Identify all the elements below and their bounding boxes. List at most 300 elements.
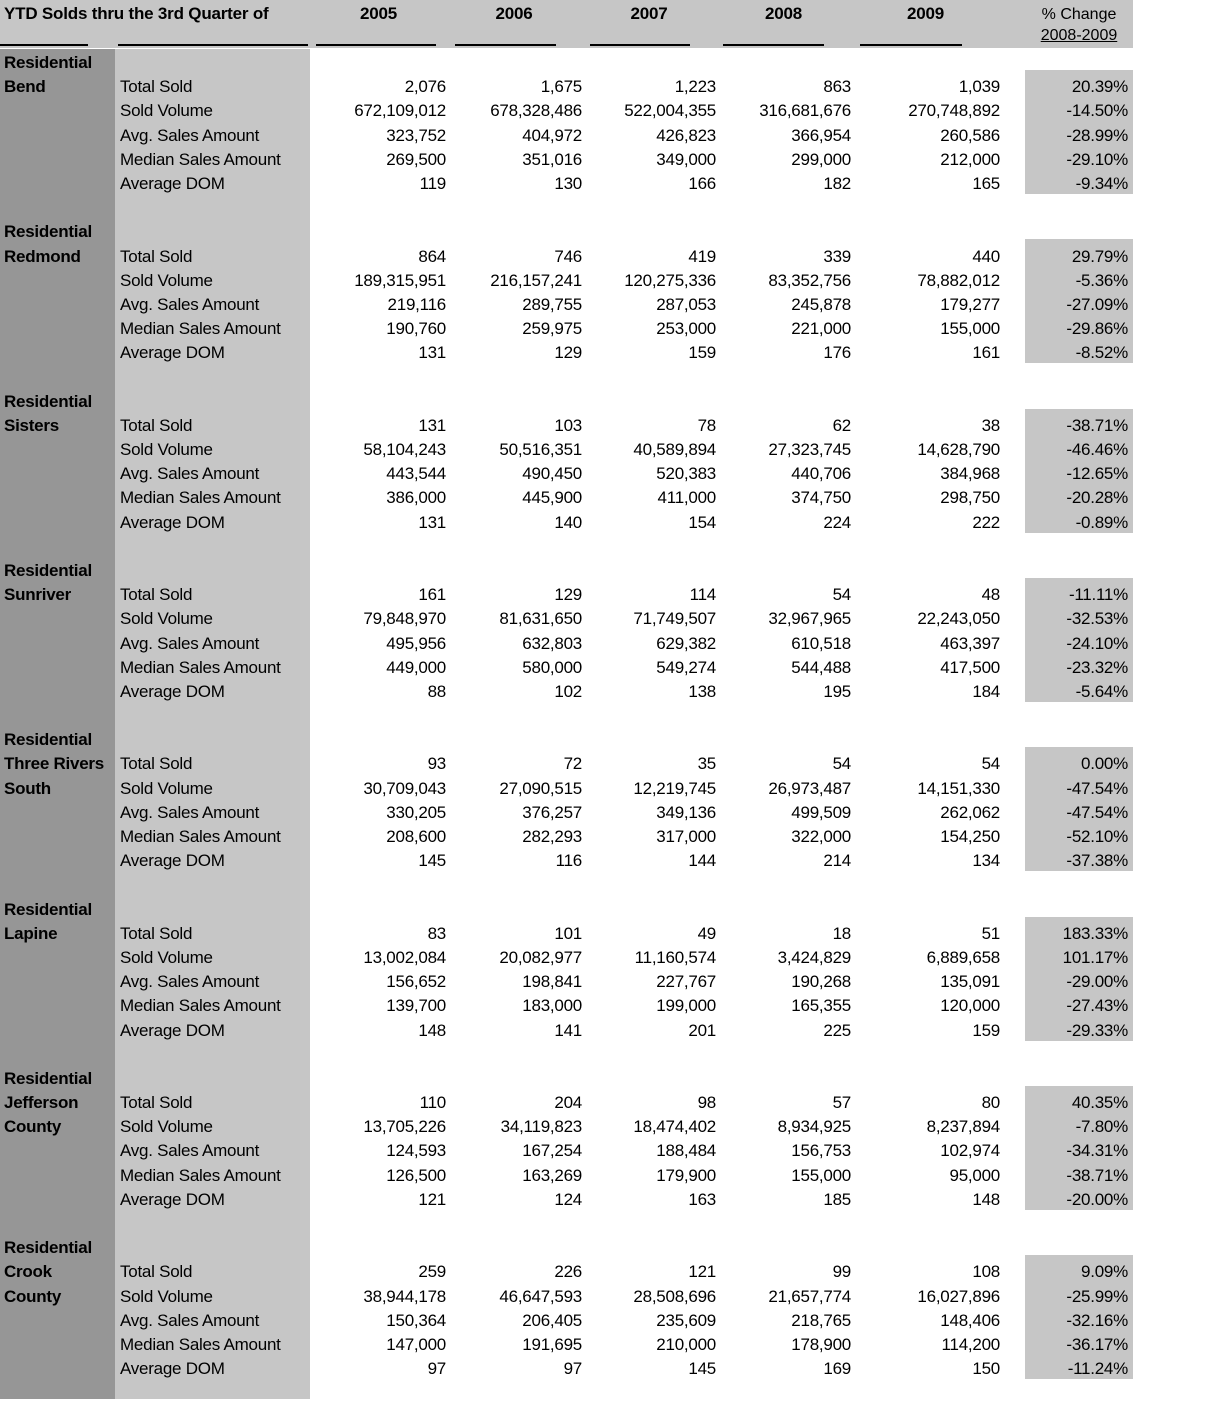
value-cell: 176 xyxy=(823,343,851,363)
value-cell: 316,681,676 xyxy=(759,101,851,121)
change-value: -8.52% xyxy=(1075,343,1128,363)
value-cell: 201 xyxy=(688,1020,716,1040)
row-label: Avg. Sales Amount xyxy=(120,125,260,145)
value-cell: 159 xyxy=(972,1020,1000,1040)
row-label: Median Sales Amount xyxy=(120,488,281,508)
value-cell: 145 xyxy=(418,851,446,871)
change-value: -11.11% xyxy=(1068,585,1128,605)
value-cell: 129 xyxy=(554,343,582,363)
percent-change-label: % Change xyxy=(1041,6,1117,23)
value-cell: 148,406 xyxy=(940,1310,1000,1330)
change-value: -24.10% xyxy=(1066,633,1128,653)
value-cell: 6,889,658 xyxy=(926,947,1000,967)
change-value: -20.28% xyxy=(1066,488,1128,508)
value-cell: 155,000 xyxy=(940,319,1000,339)
column-header-2006: 2006 xyxy=(495,4,533,23)
value-cell: 108 xyxy=(972,1262,1000,1282)
value-cell: 134 xyxy=(972,851,1000,871)
region-name-line: South xyxy=(4,778,51,798)
value-cell: 322,000 xyxy=(791,827,851,846)
region-name-line: Residential xyxy=(4,730,92,750)
value-cell: 269,500 xyxy=(386,149,446,169)
row-label: Sold Volume xyxy=(120,1286,213,1306)
value-cell: 199,000 xyxy=(656,996,716,1016)
value-cell: 62 xyxy=(832,415,851,435)
value-cell: 159 xyxy=(688,343,716,363)
change-value: 29.79% xyxy=(1071,246,1128,266)
value-cell: 221,000 xyxy=(791,319,851,339)
change-value: -29.00% xyxy=(1066,972,1128,992)
value-cell: 48 xyxy=(981,585,1000,605)
value-cell: 54 xyxy=(832,754,851,774)
value-cell: 135,091 xyxy=(940,972,1000,992)
value-cell: 289,755 xyxy=(522,294,582,314)
change-value: -29.10% xyxy=(1066,149,1128,169)
value-cell: 93 xyxy=(427,754,446,774)
region-name-line: Residential xyxy=(4,391,92,411)
value-cell: 298,750 xyxy=(940,488,1000,508)
change-value: -7.80% xyxy=(1075,1117,1128,1137)
value-cell: 140 xyxy=(554,512,582,532)
value-cell: 520,383 xyxy=(656,464,716,484)
value-cell: 51 xyxy=(981,923,1000,943)
change-value: -36.17% xyxy=(1066,1334,1128,1354)
value-cell: 148 xyxy=(972,1189,1000,1209)
value-cell: 386,000 xyxy=(386,488,446,508)
value-cell: 463,397 xyxy=(940,633,1000,653)
change-value: 40.35% xyxy=(1071,1093,1128,1112)
region-name-line: Bend xyxy=(4,77,46,97)
value-cell: 72 xyxy=(563,754,582,774)
value-cell: 154 xyxy=(688,512,716,532)
value-cell: 3,424,829 xyxy=(777,947,851,967)
value-cell: 38,944,178 xyxy=(363,1286,446,1306)
value-cell: 417,500 xyxy=(940,657,1000,677)
region-name-line: Jefferson xyxy=(4,1093,79,1112)
value-cell: 226 xyxy=(554,1262,582,1282)
value-cell: 212,000 xyxy=(940,149,1000,169)
value-cell: 139,700 xyxy=(386,996,446,1016)
row-label: Average DOM xyxy=(120,174,225,193)
change-value: 183.33% xyxy=(1062,923,1128,943)
change-value: -9.34% xyxy=(1075,174,1128,193)
value-cell: 121 xyxy=(418,1189,446,1209)
row-label: Average DOM xyxy=(120,343,225,363)
table-header xyxy=(0,0,1133,48)
region-name-line: Residential xyxy=(4,899,92,919)
value-cell: 13,002,084 xyxy=(363,947,446,967)
value-cell: 190,760 xyxy=(386,319,446,339)
row-label: Avg. Sales Amount xyxy=(120,294,260,314)
row-label: Sold Volume xyxy=(120,270,213,290)
row-label: Sold Volume xyxy=(120,609,213,629)
value-cell: 130 xyxy=(554,174,582,193)
value-cell: 165 xyxy=(972,174,1000,193)
change-value: -14.50% xyxy=(1066,101,1128,121)
value-cell: 1,039 xyxy=(958,77,1000,97)
value-cell: 167,254 xyxy=(522,1141,582,1161)
value-cell: 349,136 xyxy=(656,802,716,822)
value-cell: 262,062 xyxy=(940,802,1000,822)
value-cell: 169 xyxy=(823,1359,851,1379)
row-label: Median Sales Amount xyxy=(120,827,281,846)
value-cell: 287,053 xyxy=(656,294,716,314)
change-value: 20.39% xyxy=(1071,77,1128,97)
value-cell: 208,600 xyxy=(386,827,446,846)
row-label: Sold Volume xyxy=(120,101,213,121)
row-label: Avg. Sales Amount xyxy=(120,1141,260,1161)
header-underline xyxy=(0,44,88,46)
value-cell: 195 xyxy=(823,681,851,701)
value-cell: 163,269 xyxy=(522,1165,582,1185)
row-label: Average DOM xyxy=(120,1359,225,1379)
value-cell: 672,109,012 xyxy=(354,101,446,121)
value-cell: 97 xyxy=(563,1359,582,1379)
change-value: -27.43% xyxy=(1066,996,1128,1016)
value-cell: 50,516,351 xyxy=(499,440,582,459)
region-name-line: Residential xyxy=(4,1238,92,1258)
change-value: -5.36% xyxy=(1075,270,1128,290)
value-cell: 116 xyxy=(555,851,582,871)
value-cell: 259,975 xyxy=(522,319,582,339)
value-cell: 419 xyxy=(688,246,716,266)
value-cell: 411,000 xyxy=(657,488,716,508)
value-cell: 1,223 xyxy=(674,77,716,97)
value-cell: 182 xyxy=(823,174,851,193)
value-cell: 156,652 xyxy=(386,972,446,992)
row-label: Median Sales Amount xyxy=(120,1165,281,1185)
value-cell: 58,104,243 xyxy=(363,440,446,459)
value-cell: 46,647,593 xyxy=(499,1286,582,1306)
value-cell: 245,878 xyxy=(791,294,851,314)
value-cell: 366,954 xyxy=(791,125,851,145)
value-cell: 2,076 xyxy=(404,77,446,97)
region-name-line: Sunriver xyxy=(4,585,71,605)
value-cell: 351,016 xyxy=(522,149,582,169)
region-name-line: County xyxy=(4,1286,62,1306)
value-cell: 259 xyxy=(418,1262,446,1282)
region-name-line: Redmond xyxy=(4,246,81,266)
row-label: Avg. Sales Amount xyxy=(120,802,260,822)
value-cell: 114 xyxy=(689,585,716,605)
value-cell: 38 xyxy=(981,415,1000,435)
change-value: -29.86% xyxy=(1066,319,1128,339)
value-cell: 120,275,336 xyxy=(624,270,716,290)
change-value: -0.89% xyxy=(1075,512,1128,532)
value-cell: 544,488 xyxy=(791,657,851,677)
report-title: YTD Solds thru the 3rd Quarter of xyxy=(4,4,269,23)
change-value: -32.16% xyxy=(1066,1310,1128,1330)
value-cell: 227,767 xyxy=(656,972,716,992)
value-cell: 549,274 xyxy=(656,657,716,677)
region-name-line: County xyxy=(4,1117,62,1137)
value-cell: 80 xyxy=(981,1093,1000,1112)
value-cell: 225 xyxy=(823,1020,851,1040)
value-cell: 21,657,774 xyxy=(768,1286,851,1306)
value-cell: 190,268 xyxy=(791,972,851,992)
value-cell: 188,484 xyxy=(656,1141,716,1161)
value-cell: 71,749,507 xyxy=(633,609,716,629)
row-label: Median Sales Amount xyxy=(120,657,281,677)
value-cell: 270,748,892 xyxy=(908,101,1000,121)
value-cell: 99 xyxy=(832,1262,851,1282)
row-label: Avg. Sales Amount xyxy=(120,464,260,484)
value-cell: 8,934,925 xyxy=(777,1117,851,1137)
row-label: Median Sales Amount xyxy=(120,996,281,1016)
region-name-line: Lapine xyxy=(4,923,58,943)
value-cell: 210,000 xyxy=(656,1334,716,1354)
change-value: 9.09% xyxy=(1081,1262,1128,1282)
value-cell: 126,500 xyxy=(386,1165,446,1185)
value-cell: 161 xyxy=(418,585,446,605)
value-cell: 83 xyxy=(427,923,446,943)
region-name-line: Sisters xyxy=(4,415,59,435)
value-cell: 440 xyxy=(972,246,1000,266)
row-label: Total Sold xyxy=(120,1262,193,1282)
change-value: 0.00% xyxy=(1081,754,1128,774)
value-cell: 27,323,745 xyxy=(768,440,851,459)
row-label: Total Sold xyxy=(120,1093,193,1112)
change-value: -34.31% xyxy=(1066,1141,1128,1161)
change-value: -38.71% xyxy=(1066,1165,1128,1185)
value-cell: 189,315,951 xyxy=(354,270,446,290)
row-label: Total Sold xyxy=(120,923,193,943)
value-cell: 154,250 xyxy=(940,827,1000,846)
value-cell: 83,352,756 xyxy=(768,270,851,290)
value-cell: 97 xyxy=(427,1359,446,1379)
value-cell: 131 xyxy=(418,343,446,363)
value-cell: 185 xyxy=(823,1189,851,1209)
value-cell: 161 xyxy=(972,343,1000,363)
value-cell: 34,119,823 xyxy=(500,1117,582,1137)
value-cell: 184 xyxy=(972,681,1000,701)
value-cell: 156,753 xyxy=(791,1141,851,1161)
change-value: -27.09% xyxy=(1066,294,1128,314)
value-cell: 35 xyxy=(697,754,716,774)
value-cell: 191,695 xyxy=(522,1334,582,1354)
change-value: -28.99% xyxy=(1066,125,1128,145)
value-cell: 98 xyxy=(697,1093,716,1112)
value-cell: 1,675 xyxy=(540,77,582,97)
change-value: -25.99% xyxy=(1066,1286,1128,1306)
row-label: Median Sales Amount xyxy=(120,149,281,169)
column-header-percent-change xyxy=(1025,4,1133,46)
value-cell: 102 xyxy=(554,681,582,701)
row-label: Average DOM xyxy=(120,851,225,871)
value-cell: 179,277 xyxy=(940,294,1000,314)
row-label: Total Sold xyxy=(120,246,193,266)
value-cell: 131 xyxy=(418,512,446,532)
change-value: -47.54% xyxy=(1066,778,1128,798)
value-cell: 49 xyxy=(697,923,716,943)
value-cell: 12,219,745 xyxy=(633,778,716,798)
change-value: -46.46% xyxy=(1066,440,1128,459)
row-label: Sold Volume xyxy=(120,947,213,967)
value-cell: 166 xyxy=(688,174,716,193)
row-label: Sold Volume xyxy=(120,1117,213,1137)
value-cell: 384,968 xyxy=(940,464,1000,484)
value-cell: 299,000 xyxy=(791,149,851,169)
change-value: -29.33% xyxy=(1066,1020,1128,1040)
value-cell: 339 xyxy=(823,246,851,266)
change-value: -20.00% xyxy=(1066,1189,1128,1209)
value-cell: 863 xyxy=(823,77,851,97)
change-value: -37.38% xyxy=(1066,851,1128,871)
column-header-2009: 2009 xyxy=(906,4,945,23)
value-cell: 376,257 xyxy=(522,802,582,822)
value-cell: 150,364 xyxy=(386,1310,446,1330)
value-cell: 253,000 xyxy=(656,319,716,339)
value-cell: 141 xyxy=(554,1020,582,1040)
value-cell: 78 xyxy=(697,415,716,435)
row-label: Average DOM xyxy=(120,1189,225,1209)
value-cell: 28,508,696 xyxy=(633,1286,716,1306)
value-cell: 110 xyxy=(419,1093,446,1112)
value-cell: 629,382 xyxy=(656,633,716,653)
value-cell: 426,823 xyxy=(656,125,716,145)
header-underline xyxy=(590,44,690,46)
value-cell: 206,405 xyxy=(522,1310,582,1330)
row-label: Total Sold xyxy=(120,754,193,774)
value-cell: 317,000 xyxy=(656,827,716,846)
value-cell: 131 xyxy=(418,415,446,435)
row-label: Avg. Sales Amount xyxy=(120,633,260,653)
value-cell: 144 xyxy=(688,851,716,871)
value-cell: 214 xyxy=(823,851,851,871)
value-cell: 219,116 xyxy=(387,294,446,314)
row-label: Sold Volume xyxy=(120,778,213,798)
value-cell: 148 xyxy=(418,1020,446,1040)
header-underline xyxy=(860,44,962,46)
percent-change-years: 2008-2009 xyxy=(1040,27,1118,44)
value-cell: 610,518 xyxy=(791,633,851,653)
change-value: -47.54% xyxy=(1066,802,1128,822)
value-cell: 124,593 xyxy=(386,1141,446,1161)
value-cell: 165,355 xyxy=(791,996,851,1016)
value-cell: 54 xyxy=(981,754,1000,774)
value-cell: 222 xyxy=(972,512,1000,532)
row-label: Average DOM xyxy=(120,681,225,701)
value-cell: 163 xyxy=(688,1189,716,1209)
region-name-line: Residential xyxy=(4,560,92,580)
value-cell: 632,803 xyxy=(522,633,582,653)
value-cell: 499,509 xyxy=(791,802,851,822)
value-cell: 204 xyxy=(554,1093,582,1112)
value-cell: 522,004,355 xyxy=(624,101,716,121)
value-cell: 216,157,241 xyxy=(490,270,582,290)
value-cell: 14,151,330 xyxy=(917,778,1000,798)
value-cell: 445,900 xyxy=(522,488,582,508)
row-label: Average DOM xyxy=(120,512,225,532)
value-cell: 179,900 xyxy=(656,1165,716,1185)
region-name-line: Residential xyxy=(4,53,92,72)
value-cell: 155,000 xyxy=(791,1165,851,1185)
value-cell: 449,000 xyxy=(386,657,446,677)
row-label: Avg. Sales Amount xyxy=(120,1310,260,1330)
value-cell: 18 xyxy=(832,923,851,943)
value-cell: 183,000 xyxy=(522,996,582,1016)
value-cell: 198,841 xyxy=(522,972,582,992)
value-cell: 580,000 xyxy=(522,657,582,677)
value-cell: 27,090,515 xyxy=(499,778,582,798)
change-value: -12.65% xyxy=(1066,464,1128,484)
value-cell: 32,967,965 xyxy=(768,609,851,629)
value-cell: 103 xyxy=(554,415,582,435)
change-value: -52.10% xyxy=(1066,827,1128,846)
value-cell: 443,544 xyxy=(386,464,446,484)
value-cell: 138 xyxy=(688,681,716,701)
value-cell: 224 xyxy=(823,512,851,532)
value-cell: 26,973,487 xyxy=(768,778,851,798)
value-cell: 13,705,226 xyxy=(363,1117,446,1137)
value-cell: 14,628,790 xyxy=(917,440,1000,459)
change-value: -11.24% xyxy=(1067,1359,1128,1379)
column-header-2008: 2008 xyxy=(764,4,803,23)
change-value: -38.71% xyxy=(1066,415,1128,435)
value-cell: 440,706 xyxy=(791,464,851,484)
value-cell: 490,450 xyxy=(522,464,582,484)
column-header-2007: 2007 xyxy=(630,4,668,23)
value-cell: 20,082,977 xyxy=(499,947,582,967)
header-underline xyxy=(455,44,556,46)
value-cell: 119 xyxy=(419,174,446,193)
value-cell: 864 xyxy=(418,246,446,266)
value-cell: 30,709,043 xyxy=(363,778,446,798)
value-cell: 178,900 xyxy=(791,1334,851,1354)
value-cell: 121 xyxy=(688,1262,716,1282)
value-cell: 88 xyxy=(427,681,446,701)
value-cell: 78,882,012 xyxy=(917,270,1000,290)
row-label: Sold Volume xyxy=(120,440,213,459)
value-cell: 495,956 xyxy=(386,633,446,653)
value-cell: 678,328,486 xyxy=(490,101,582,121)
value-cell: 124 xyxy=(554,1189,582,1209)
value-cell: 150 xyxy=(972,1359,1000,1379)
value-cell: 260,586 xyxy=(940,125,1000,145)
value-cell: 8,237,894 xyxy=(926,1117,1000,1137)
value-cell: 147,000 xyxy=(386,1334,446,1354)
value-cell: 54 xyxy=(832,585,851,605)
value-cell: 79,848,970 xyxy=(363,609,446,629)
header-underline xyxy=(723,44,824,46)
value-cell: 218,765 xyxy=(791,1310,851,1330)
change-value: -5.64% xyxy=(1075,681,1128,701)
row-label: Avg. Sales Amount xyxy=(120,972,260,992)
value-cell: 374,750 xyxy=(791,488,851,508)
value-cell: 349,000 xyxy=(656,149,716,169)
header-underline xyxy=(316,44,436,46)
row-label: Total Sold xyxy=(120,585,193,605)
value-cell: 95,000 xyxy=(949,1165,1000,1185)
value-cell: 22,243,050 xyxy=(917,609,1000,629)
value-cell: 145 xyxy=(688,1359,716,1379)
change-value: 101.17% xyxy=(1062,947,1128,967)
region-name-line: Residential xyxy=(4,222,92,242)
region-name-line: Residential xyxy=(4,1068,92,1088)
value-cell: 330,205 xyxy=(386,802,446,822)
value-cell: 120,000 xyxy=(940,996,1000,1016)
row-label: Total Sold xyxy=(120,77,193,97)
value-cell: 57 xyxy=(832,1093,851,1112)
change-value: -32.53% xyxy=(1066,609,1128,629)
value-cell: 282,293 xyxy=(522,827,582,846)
row-label: Total Sold xyxy=(120,415,193,435)
row-label: Median Sales Amount xyxy=(120,319,281,339)
value-cell: 16,027,896 xyxy=(917,1286,1000,1306)
region-name-line: Crook xyxy=(4,1262,52,1282)
value-cell: 81,631,650 xyxy=(499,609,582,629)
value-cell: 40,589,894 xyxy=(633,440,716,459)
